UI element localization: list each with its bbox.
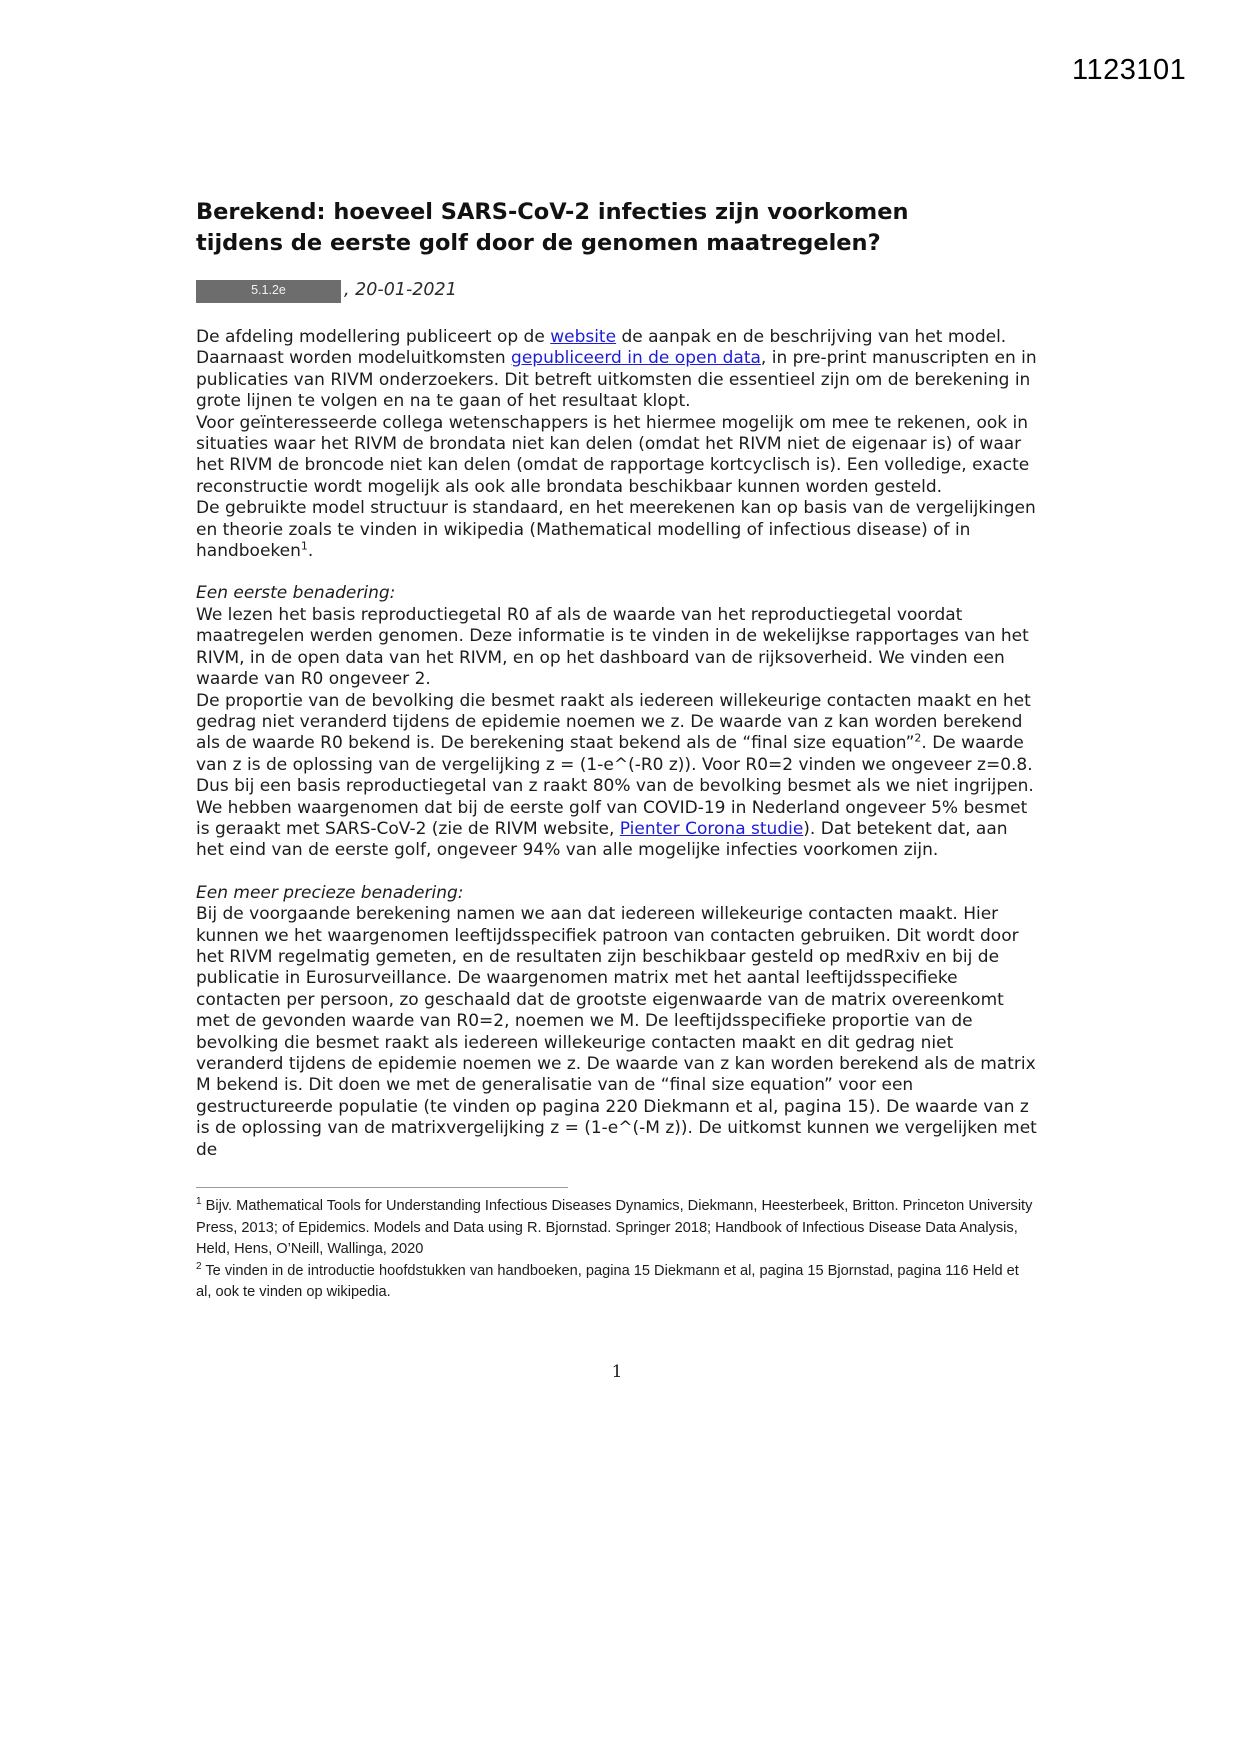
paragraph-r0: We lezen het basis reproductiegetal R0 af als de waarde van het reproductiegetal voordat maatregelen werden genomen. Deze informatie is te vinden in de wekelijkse rapportages van het RIVM, in de open data van het RIVM, en op het dashboard van de rijksoverheid. We vinden een waarde van R0 ongeveer 2.: [196, 604, 1029, 690]
paragraph-publicatie: [196, 327, 1038, 413]
text-run: , in pre-print manuscripten en in publicaties van RIVM onderzoekers. Dit betreft uitkomsten die essentieel zijn om de berekening in grote lijnen te volgen en na te gaan of het resultaat klopt.: [196, 348, 1037, 412]
link-pienter-corona-studie[interactable]: Pienter Corona studie: [619, 818, 804, 839]
footnote-ref-1: 1: [300, 539, 308, 553]
text-run: De proportie van de bevolking die besmet raakt als iedereen willekeurige contacten maakt en het gedrag niet veranderd tijdens de epidemie noemen we z. De waarde van z kan worden berekend als de waarde R0 bekend is. De berekening staat bekend als de “final size equation”: [196, 690, 1031, 754]
footnote-2-marker: 2: [196, 1260, 202, 1272]
footnote-1-text: Bijv. Mathematical Tools for Understanding Infectious Diseases Dynamics, Diekmann, Heesterbeek, Britton. Princeton University Press, 2013; of Epidemics. Models and Data using R. Bjornstad. Springer 2018; Handbook of Infectious Disease Data Analysis, Held, Hens, O’Neill, Wallinga, 2020: [196, 1198, 1033, 1258]
heading-precieze-benadering: Een meer precieze benadering:: [196, 882, 464, 903]
footnote-2-text: Te vinden in de introductie hoofdstukken van handboeken, pagina 15 Diekmann et al, pagina 15 Bjornstad, pagina 116 Held et al, ook te vinden op wikipedia.: [196, 1262, 1019, 1301]
footnote-divider: [196, 1187, 568, 1188]
document-number: 1123101: [1072, 54, 1187, 86]
text-run: ). Dat betekent dat, aan het eind van de eerste golf, ongeveer 94% van alle mogelijke infecties voorkomen zijn.: [196, 818, 1008, 861]
paragraph-modelstructuur: [196, 498, 1038, 562]
text-run: . De waarde van z is de oplossing van de vergelijking z = (1-e^(-R0 z)). Voor R0=2 vinden we ongeveer z=0.8. Dus bij een basis reproductiegetal van z raakt 80% van de bevolking besmet als we niet ingrijpen. We hebben waargenomen dat bij de eerste golf van COVID-19 in Nederland ongeveer 5% besmet is geraakt met SARS-CoV-2 (zie de RIVM website,: [196, 733, 1034, 839]
document-title: Berekend: hoeveel SARS-CoV-2 infecties zijn voorkomen tijdens de eerste golf door de genomen maatregelen?: [196, 199, 909, 256]
text-run: De afdeling modellering publiceert op de: [196, 327, 551, 347]
paragraph-final-size: [196, 691, 1038, 862]
footnote-1-marker: 1: [196, 1196, 202, 1208]
heading-eerste-benadering: Een eerste benadering:: [196, 583, 396, 604]
text-run: de aanpak en de beschrijving van het model. Daarnaast worden modeluitkomsten: [196, 327, 1007, 369]
redaction-box: [196, 280, 341, 303]
footnote-ref-2: 2: [914, 731, 922, 745]
text-run: .: [307, 541, 314, 562]
body-text: [196, 327, 1038, 1161]
document-date: , 20-01-2021: [344, 280, 457, 301]
paragraph-matrix: Bij de voorgaande berekening namen we aan dat iedereen willekeurige contacten maakt. Hier kunnen we het waargenomen leeftijdsspecifiek patroon van contacten gebruiken. Dit wordt door het RIVM regelmatig gemeten, en de resultaten zijn beschikbaar gesteld op medRxiv en bij de publicatie in Eurosurveillance. De waargenomen matrix met het aantal leeftijdsspecifieke contacten per persoon, zo geschaald dat de grootste eigenwaarde van de matrix overeenkomt met de gevonden waarde van R0=2, noemen we M. De leeftijdsspecifieke proportie van de bevolking die besmet raakt als iedereen willekeurige contacten maakt en dit gedrag niet veranderd tijdens de epidemie noemen we z. De waarde van z kan worden berekend als de matrix M bekend is. Dit doen we met de generalisatie van de “final size equation” voor een gestructureerde populatie (te vinden op pagina 220 Diekmann et al, pagina 15). De waarde van z is de oplossing van de matrixvergelijking z = (1-e^(-M z)). De uitkomst kunnen we vergelijken met de: [196, 904, 1037, 1160]
link-website[interactable]: website: [550, 327, 617, 347]
text-run: De gebruikte model structuur is standaard, en het meerekenen kan op basis van de vergelijkingen en theorie zoals te vinden in wikipedia (Mathematical modelling of infectious disease) of in handboeken: [196, 498, 1036, 562]
footnote-2: [196, 1261, 1038, 1304]
page-number: 1: [611, 1361, 623, 1382]
meta-line: [196, 279, 1038, 303]
paragraph-meerekenen: Voor geïnteresseerde collega wetenschappers is het hiermee mogelijk om mee te rekenen, ook in situaties waar het RIVM de brondata niet kan delen (omdat het RIVM niet de eigenaar is) of waar het RIVM de broncode niet kan delen (omdat de rapportage kortcyclisch is). Een volledige, exacte reconstructie wordt mogelijk als ook alle brondata beschikbaar kunnen worden gesteld.: [196, 412, 1030, 497]
redaction-code-label: 5.1.2e: [251, 283, 286, 298]
link-open-data[interactable]: gepubliceerd in de open data: [511, 348, 761, 369]
footnote-1: [196, 1196, 1038, 1261]
document-content: [196, 197, 1038, 1383]
